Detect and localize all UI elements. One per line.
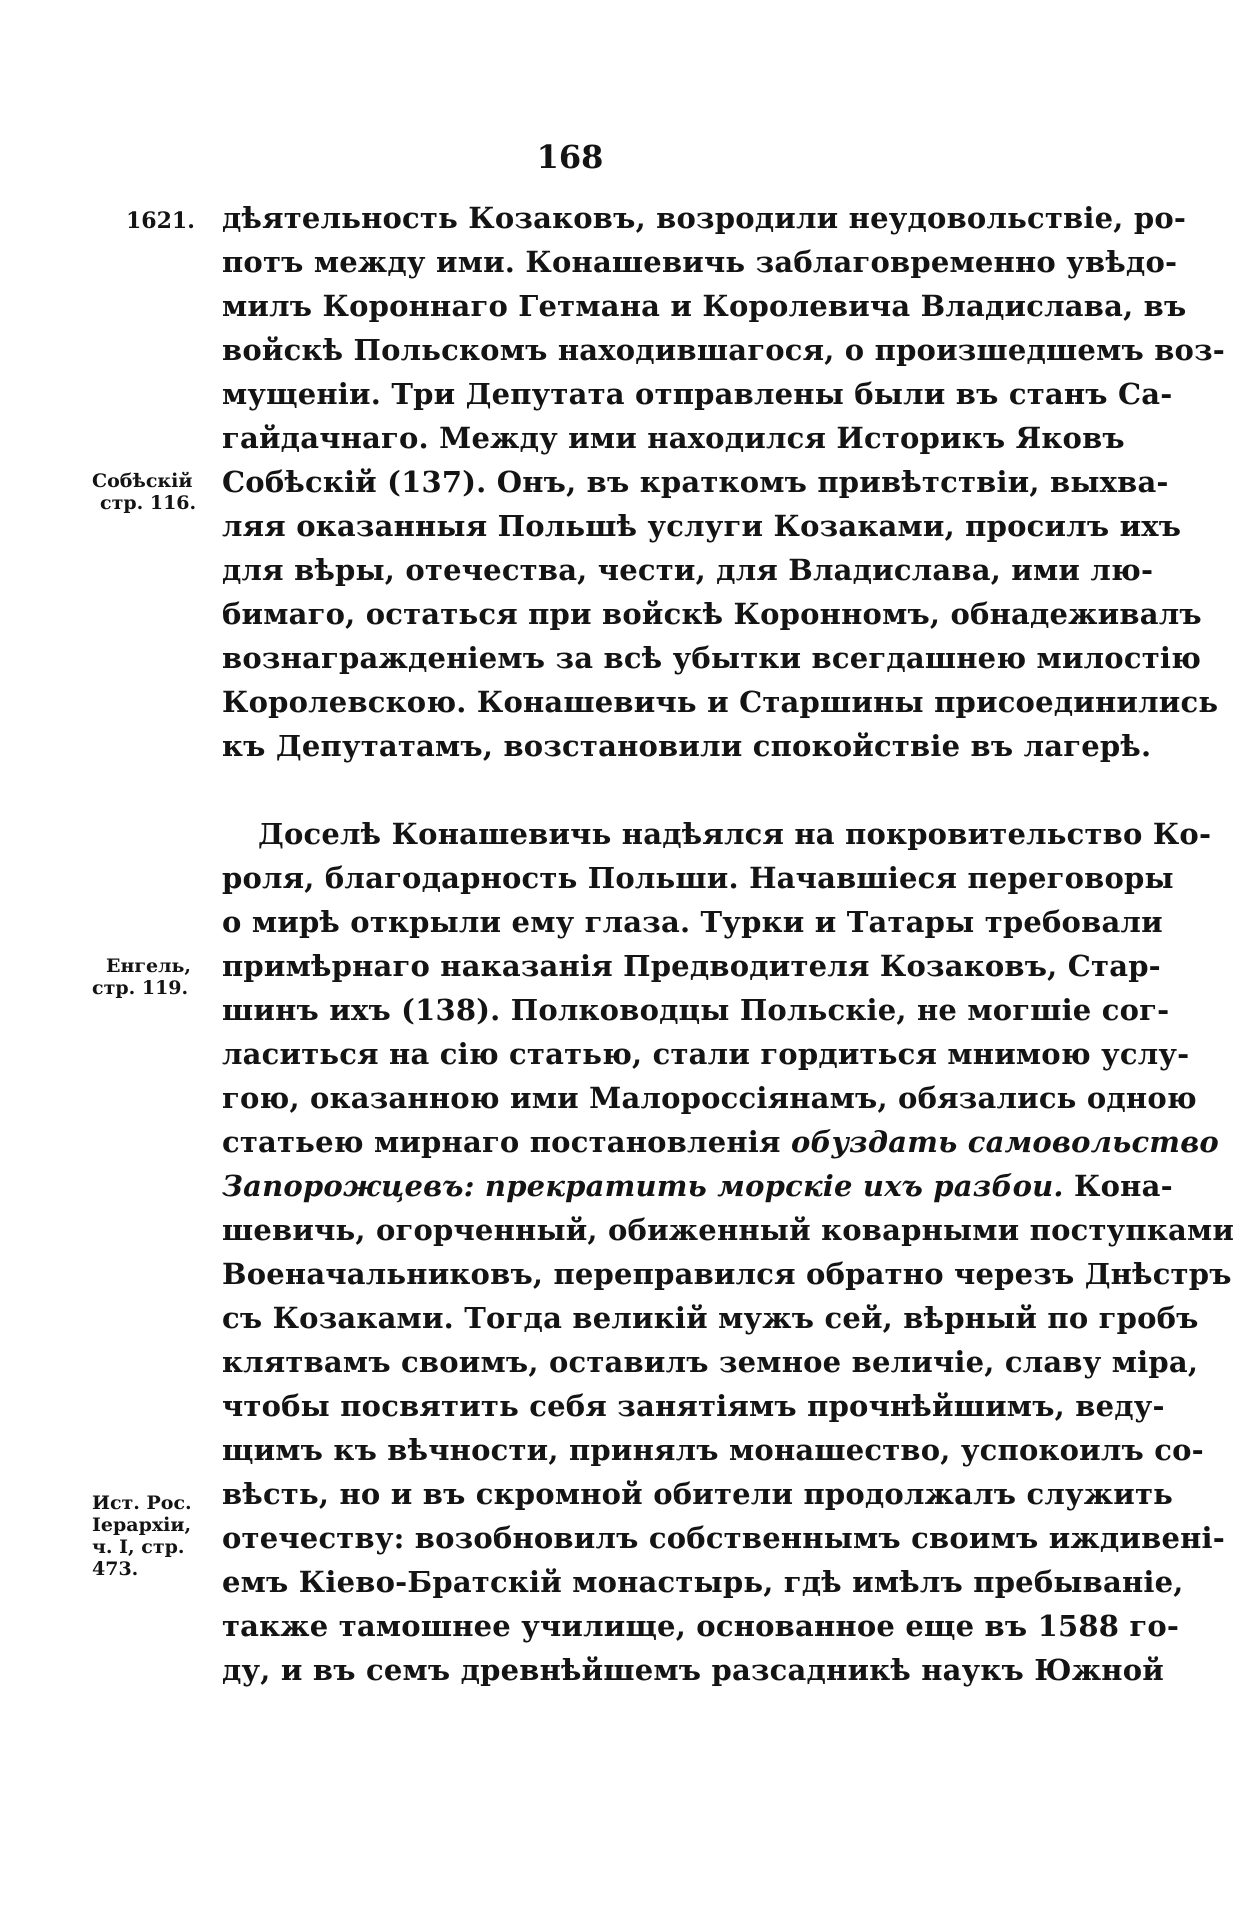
margin-note-line: 473. bbox=[92, 1558, 139, 1580]
text-line bbox=[222, 1164, 1173, 1208]
text-line: къ Депутатамъ, возстановили спокойствіе въ лагерѣ. bbox=[222, 729, 1152, 763]
italic-phrase: прекратить морскіе ихъ разбои. bbox=[484, 1169, 1064, 1203]
text-line: Доселѣ Конашевичь надѣялся на покровительство Ко- bbox=[258, 817, 1212, 851]
text-line: гайдачнаго. Между ими находился Историкъ Яковъ bbox=[222, 421, 1125, 455]
text-line: клятвамъ своимъ, оставилъ земное величіе, славу міра, bbox=[222, 1345, 1199, 1379]
text-line: милъ Короннаго Гетмана и Королевича Владислава, въ bbox=[222, 289, 1187, 323]
text-line: дѣятельность Козаковъ, возродили неудовольствіе, ро- bbox=[222, 201, 1187, 235]
text-line: бимаго, остаться при войскѣ Коронномъ, обнадеживалъ bbox=[222, 597, 1202, 631]
italic-phrase: обуздать самовольство bbox=[790, 1125, 1219, 1159]
text-line: съ Козаками. Тогда великій мужъ сей, вѣрный по гробъ bbox=[222, 1301, 1199, 1335]
text-line: войскѣ Польскомъ находившагося, о произшедшемъ воз- bbox=[222, 333, 1226, 367]
paragraph-1 bbox=[222, 196, 1226, 768]
margin-note-line: Ист. Рос. bbox=[92, 1492, 192, 1514]
text-line: шинъ ихъ (138). Полководцы Польскіе, не могшіе сог- bbox=[222, 993, 1170, 1027]
text-segment: статьею мирнаго постановленія bbox=[222, 1125, 781, 1159]
text-line: ду, и въ семъ древнѣйшемъ разсадникѣ наукъ Южной bbox=[222, 1653, 1164, 1687]
text-line: также тамошнее училище, основанное еще въ 1588 го- bbox=[222, 1609, 1180, 1643]
text-line: роля, благодарность Польши. Начавшіеся переговоры bbox=[222, 861, 1174, 895]
margin-note-line: Іерархіи, bbox=[92, 1514, 192, 1536]
text-line: вѣсть, но и въ скромной обители продолжалъ служить bbox=[222, 1477, 1173, 1511]
margin-note-line: Енгель, bbox=[106, 955, 192, 977]
text-line: мущеніи. Три Депутата отправлены были въ станъ Са- bbox=[222, 377, 1173, 411]
text-line: для вѣры, отечества, чести, для Владислава, ими лю- bbox=[222, 553, 1154, 587]
text-line: вознагражденіемъ за всѣ убытки всегдашнею милостію bbox=[222, 641, 1202, 675]
text-line: примѣрнаго наказанія Предводителя Козаковъ, Стар- bbox=[222, 949, 1161, 983]
italic-phrase: Запорожцевъ: bbox=[222, 1169, 475, 1203]
text-line: Королевскою. Конашевичь и Старшины присоединились bbox=[222, 685, 1219, 719]
margin-note-hierarchy bbox=[92, 1492, 192, 1580]
text-line: Военачальниковъ, переправился обратно черезъ Днѣстръ bbox=[222, 1257, 1232, 1291]
text-line: о мирѣ открыли ему глаза. Турки и Татары требовали bbox=[222, 905, 1163, 939]
text-segment: Кона- bbox=[1074, 1169, 1173, 1203]
margin-note-line: стр. 119. bbox=[92, 977, 189, 999]
text-line: ляя оказанныя Польшѣ услуги Козаками, просилъ ихъ bbox=[222, 509, 1182, 543]
margin-note-engel bbox=[92, 955, 191, 999]
text-line: Собѣскій (137). Онъ, въ краткомъ привѣтствіи, выхва- bbox=[222, 465, 1169, 499]
text-line: щимъ къ вѣчности, принялъ монашество, успокоилъ со- bbox=[222, 1433, 1204, 1467]
text-line bbox=[222, 1120, 1219, 1164]
text-line: потъ между ими. Конашевичь заблаговременно увѣдо- bbox=[222, 245, 1178, 279]
paragraph-2 bbox=[222, 812, 1234, 1692]
margin-note-line: Собѣскій bbox=[92, 470, 193, 492]
year-marginal-note: 1621. bbox=[126, 208, 195, 234]
text-line: емъ Кіево-Братскій монастырь, гдѣ имѣлъ пребываніе, bbox=[222, 1565, 1184, 1599]
text-line: отечеству: возобновилъ собственнымъ своимъ иждивені- bbox=[222, 1521, 1226, 1555]
page-number: 168 bbox=[536, 138, 604, 176]
margin-note-sobesky bbox=[92, 470, 196, 514]
text-line: шевичь, огорченный, обиженный коварными поступками bbox=[222, 1213, 1234, 1247]
text-line: гою, оказанною ими Малороссіянамъ, обязались одною bbox=[222, 1081, 1197, 1115]
margin-note-line: стр. 116. bbox=[100, 492, 197, 514]
text-line: ласиться на сію статью, стали гордиться мнимою услу- bbox=[222, 1037, 1190, 1071]
margin-note-line: ч. I, стр. bbox=[92, 1536, 185, 1558]
text-line: чтобы посвятить себя занятіямъ прочнѣйшимъ, веду- bbox=[222, 1389, 1165, 1423]
